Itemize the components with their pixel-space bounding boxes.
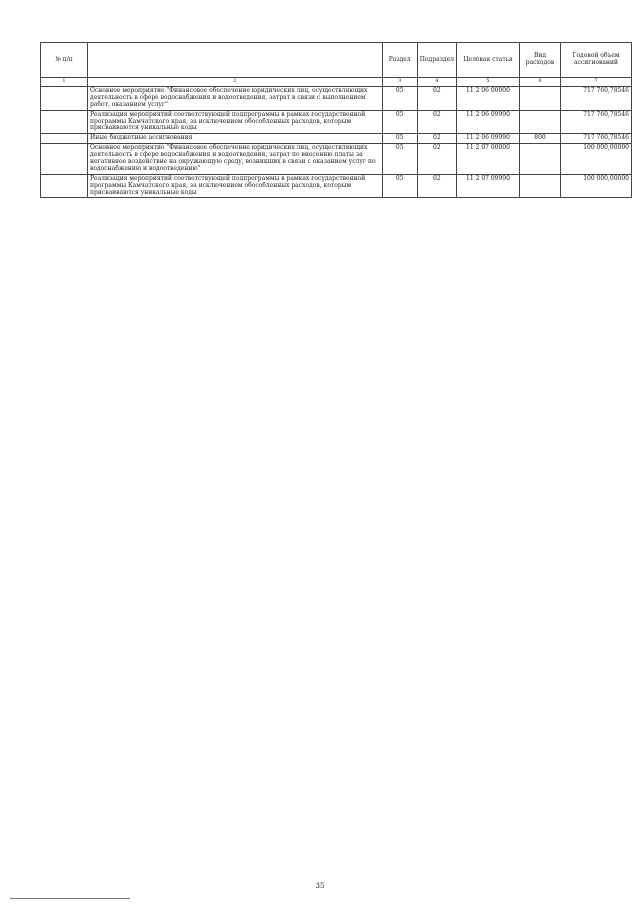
row-no [41, 144, 88, 175]
row-cs: 11 2 07 09990 [457, 174, 520, 198]
row-name: Основное мероприятие "Финансовое обеспечение юридических лиц, осуществляющих деятельность в сфере водоснабжения и водоотведения, затрат в связи с выполнением работ, оказанием услуг" [88, 87, 383, 111]
col-number: 5 [457, 78, 520, 87]
footer-rule [10, 898, 130, 899]
col-number: 7 [561, 78, 632, 87]
row-podrazdel: 02 [417, 87, 456, 111]
row-name: Реализация мероприятий соответствующей подпрограммы в рамках государственной программы Камчатского края, за исключением обособленных расходов, которым присваиваются уникальные коды [88, 110, 383, 134]
table-row [41, 87, 632, 111]
table-row [41, 110, 632, 134]
table-row [41, 174, 632, 198]
col-razdel-header: Раздел [382, 43, 417, 78]
row-sum: 717 760,78546 [561, 134, 632, 144]
row-sum: 100 000,00000 [561, 174, 632, 198]
budget-table [40, 42, 632, 198]
col-name-header [88, 43, 383, 78]
row-no [41, 174, 88, 198]
row-sum: 100 000,00000 [561, 144, 632, 175]
col-number: 1 [41, 78, 88, 87]
row-cs: 11 2 07 00000 [457, 144, 520, 175]
row-podrazdel: 02 [417, 110, 456, 134]
row-vr [520, 174, 561, 198]
row-no [41, 110, 88, 134]
row-name: Основное мероприятие "Финансовое обеспечение юридических лиц, осуществляющих деятельность в сфере водоснабжения и водоотведения, затрат по внесению платы за негативное воздействие на окружающую среду, возникших в связи с оказанием услуг по водоснабжению и водоотведению" [88, 144, 383, 175]
row-razdel: 05 [382, 144, 417, 175]
page-number: 35 [315, 882, 325, 890]
col-number: 4 [417, 78, 456, 87]
row-vr [520, 110, 561, 134]
col-sum-header: Годовой объем ассигнований [561, 43, 632, 78]
col-number: 2 [88, 78, 383, 87]
row-razdel: 05 [382, 87, 417, 111]
col-number: 3 [382, 78, 417, 87]
row-cs: 11 2 06 09990 [457, 110, 520, 134]
row-cs: 11 2 06 00000 [457, 87, 520, 111]
row-podrazdel: 02 [417, 144, 456, 175]
row-no [41, 87, 88, 111]
table-row [41, 134, 632, 144]
col-cs-header: Целевая статья [457, 43, 520, 78]
row-razdel: 05 [382, 174, 417, 198]
row-vr [520, 87, 561, 111]
row-sum: 717 760,78546 [561, 87, 632, 111]
row-cs: 11 2 06 09990 [457, 134, 520, 144]
row-podrazdel: 02 [417, 174, 456, 198]
col-no-header: № п/п [41, 43, 88, 78]
row-vr [520, 144, 561, 175]
col-number: 6 [520, 78, 561, 87]
row-name: Реализация мероприятий соответствующей подпрограммы в рамках государственной программы Камчатского края, за исключением обособленных расходов, которым присваиваются уникальные коды [88, 174, 383, 198]
row-name: Иные бюджетные ассигнования [88, 134, 383, 144]
col-vr-header: Вид расходов [520, 43, 561, 78]
row-no [41, 134, 88, 144]
col-podrazdel-header: Подраздел [417, 43, 456, 78]
row-razdel: 05 [382, 110, 417, 134]
row-vr: 800 [520, 134, 561, 144]
row-podrazdel: 02 [417, 134, 456, 144]
row-sum: 717 760,78546 [561, 110, 632, 134]
row-razdel: 05 [382, 134, 417, 144]
table-row [41, 144, 632, 175]
